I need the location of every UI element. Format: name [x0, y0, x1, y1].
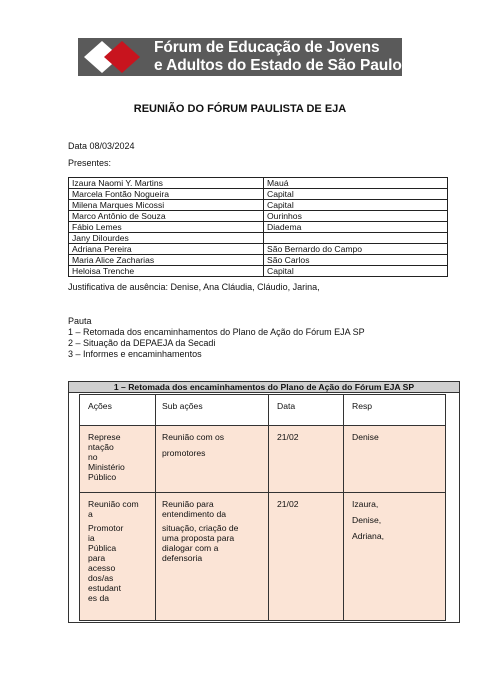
row2-acao-line: ia: [88, 533, 95, 543]
row2-resp-cell: [343, 492, 446, 621]
row2-date: 21/02: [277, 499, 299, 509]
document-title: REUNIÃO DO FÓRUM PAULISTA DE EJA: [133, 103, 347, 115]
row2-acao-line: Promotor: [88, 523, 124, 533]
logo-line-1: Fórum de Educação de Jovens: [154, 39, 380, 56]
row2-acao-line: a: [88, 509, 93, 519]
row1-acao-line: Represe: [88, 432, 121, 442]
attendee-city: São Carlos: [264, 255, 448, 266]
attendee-name: Marcela Fontão Nogueira: [69, 189, 264, 200]
column-header-data: Data: [268, 394, 344, 426]
row2-subacao-line: defensoria: [162, 553, 203, 563]
logo-line-2: e Adultos do Estado de São Paulo: [154, 57, 402, 74]
row2-subacao-line: dialogar com a: [162, 543, 219, 553]
attendees-table: [68, 177, 448, 277]
attendee-name: Izaura Naomi Y. Martins: [69, 178, 264, 189]
row2-subacao-line: entendimento da: [162, 509, 227, 519]
attendee-row: [69, 200, 448, 211]
column-header-acoes: Ações: [79, 394, 156, 426]
attendee-city: Capital: [264, 200, 448, 211]
row1-resp-cell: [343, 425, 446, 493]
attendee-city: [264, 233, 448, 244]
attendee-city: Capital: [264, 266, 448, 277]
attendee-name: Jany Dilourdes: [69, 233, 264, 244]
row1-acao-line: Público: [88, 472, 117, 482]
attendee-city: Mauá: [264, 178, 448, 189]
row1-acao-line: no: [88, 452, 98, 462]
attendee-row: [69, 244, 448, 255]
action-plan-table: [68, 381, 460, 623]
row2-subacao-line: Reunião para: [162, 499, 214, 509]
attendee-name: Milena Marques Micossi: [69, 200, 264, 211]
attendee-city: Ourinhos: [264, 211, 448, 222]
row2-resp-line: Denise,: [352, 515, 382, 525]
attendee-row: [69, 211, 448, 222]
attendee-row: [69, 233, 448, 244]
action-grid: [79, 394, 446, 621]
row2-sub-acoes-cell: [155, 492, 269, 621]
pauta-item: 3 – Informes e encaminhamentos: [68, 349, 202, 359]
row1-subacao-line: Reunião com os: [162, 432, 225, 442]
row2-subacao-line: uma proposta para: [162, 533, 235, 543]
row2-resp-line: Izaura,: [352, 499, 379, 509]
attendee-row: [69, 255, 448, 266]
row1-acao-line: ntação: [88, 442, 114, 452]
row2-acao-line: Pública: [88, 543, 117, 553]
row2-data-cell: [268, 492, 344, 621]
row2-acao-line: para: [88, 553, 106, 563]
row2-acao-line: dos/as: [88, 573, 114, 583]
row1-data-cell: [268, 425, 344, 493]
row1-resp-line: Denise: [352, 432, 379, 442]
attendee-row: [69, 189, 448, 200]
attendee-row: [69, 222, 448, 233]
attendee-name: Heloisa Trenche: [69, 266, 264, 277]
attendee-name: Fábio Lemes: [69, 222, 264, 233]
pauta-item: 1 – Retomada dos encaminhamentos do Plano de Ação do Fórum EJA SP: [68, 327, 365, 337]
attendee-name: Adriana Pereira: [69, 244, 264, 255]
row2-acoes-cell: [79, 492, 156, 621]
row1-date: 21/02: [277, 432, 299, 442]
column-header-sub-acoes: Sub ações: [155, 394, 269, 426]
row1-subacao-line: promotores: [162, 448, 206, 458]
attendee-city: Diadema: [264, 222, 448, 233]
attendee-name: Maria Alice Zacharias: [69, 255, 264, 266]
presentes-label: Presentes:: [68, 158, 112, 168]
row2-acao-line: acesso: [88, 563, 116, 573]
row1-sub-acoes-cell: [155, 425, 269, 493]
attendee-row: [69, 178, 448, 189]
forum-logo-icon: [78, 38, 154, 76]
row2-acao-line: estudant: [88, 583, 121, 593]
attendee-city: Capital: [264, 189, 448, 200]
forum-logo: [78, 38, 402, 76]
row2-subacao-line: situação, criação de: [162, 523, 239, 533]
absence-justification: Justificativa de ausência: Denise, Ana Cláudia, Cláudio, Jarina,: [68, 282, 320, 292]
row1-acoes-cell: [79, 425, 156, 493]
row2-acao-line: Reunião com: [88, 499, 139, 509]
pauta-label: Pauta: [68, 316, 92, 326]
attendee-row: [69, 266, 448, 277]
row2-acao-line: es da: [88, 593, 110, 603]
attendee-name: Marco Antônio de Souza: [69, 211, 264, 222]
attendee-city: São Bernardo do Campo: [264, 244, 448, 255]
row1-acao-line: Ministério: [88, 462, 125, 472]
pauta-item: 2 – Situação da DEPAEJA da Secadi: [68, 338, 216, 348]
section-header: 1 – Retomada dos encaminhamentos do Plano de Ação do Fórum EJA SP: [69, 382, 459, 393]
row2-resp-line: Adriana,: [352, 531, 385, 541]
column-header-resp: Resp: [343, 394, 446, 426]
meeting-date: Data 08/03/2024: [68, 141, 135, 151]
